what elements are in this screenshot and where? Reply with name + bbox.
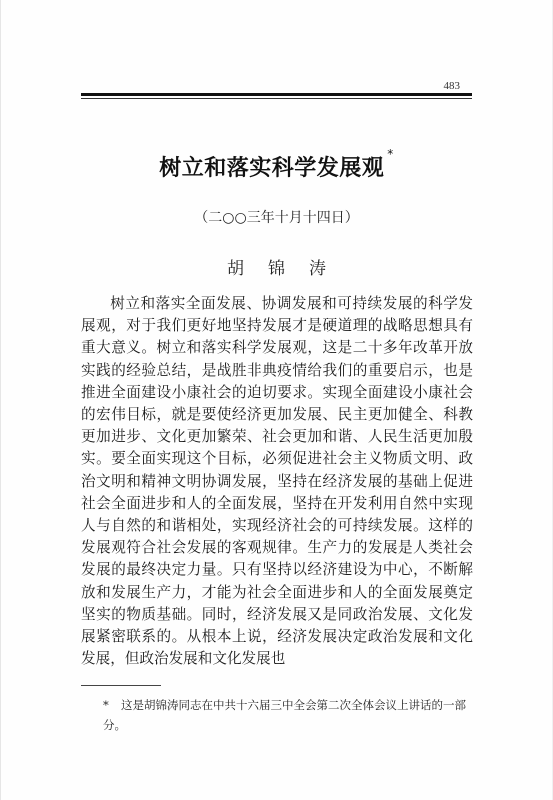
article-title [1,147,552,182]
article-author: 胡锦涛 [227,259,350,279]
footnote [103,695,471,735]
body-paragraph: 树立和落实全面发展、协调发展和可持续发展的科学发展观，对于我们更好地坚持发展才是硬道理的战略思想具有重大意义。树立和落实科学发展观，这是二十多年改革开放实践的经验总结，是战胜非典疫情给我们的重要启示，也是推进全面建设小康社会的迫切要求。实现全面建设小康社会的宏伟目标，就是要使经济更加发展、民主更加健全、科教更加进步、文化更加繁荣、社会更加和谐、人民生活更加殷实。要全面实现这个目标，必须促进社会主义物质文明、政治文明和精神文明协调发展，坚持在经济发展的基础上促进社会全面进步和人的全面发展，坚持在开发利用自然中实现人与自然的和谐相处，实现经济社会的可持续发展。这样的发展观符合社会发展的客观规律。生产力的发展是人类社会发展的最终决定力量。只有坚持以经济建设为中心，不断解放和发展生产力，才能为社会全面进步和人的全面发展奠定坚实的物质基础。同时，经济发展又是同政治发展、文化发展紧密联系的。从根本上说，经济发展决定政治发展和文化发展，但政治发展和文化发展也 [81,295,473,668]
article-title-text: 树立和落实科学发展观 [159,156,385,181]
title-footnote-marker: * [387,147,394,161]
header-rule-thin [81,98,472,99]
footnote-text: 这是胡锦涛同志在中共十六届三中全会第二次全体会议上讲话的一部分。 [103,698,466,732]
footnote-marker: * [103,698,109,712]
header-rule-thick [81,93,472,96]
article-date: （二○○三年十月十四日） [194,210,359,226]
footnote-rule [81,685,161,686]
page-number: 483 [443,80,460,92]
